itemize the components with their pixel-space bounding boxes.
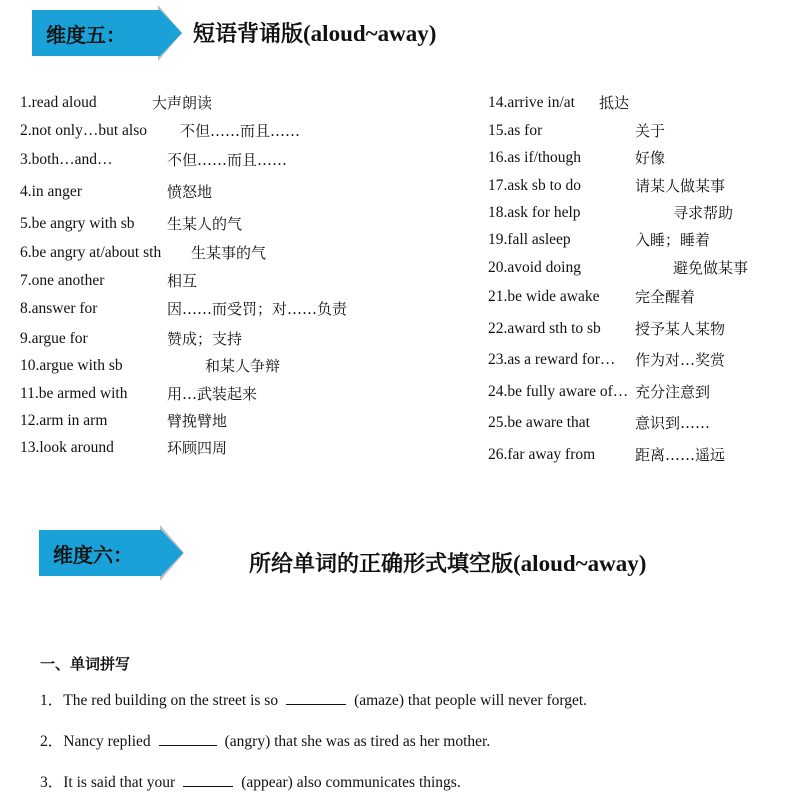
question-hint: (angry) that she was as tired as her mother. [224,733,491,750]
question-text: Nancy replied [63,733,151,750]
phrase-chinese: 寻求帮助 [673,204,734,222]
phrase-english: 16.as if/though [488,149,581,166]
phrase-chinese: 避免做某事 [673,259,749,277]
phrase-chinese: 相互 [167,272,198,290]
phrase-chinese: 关于 [635,122,666,140]
phrase-english: 21.be wide awake [488,288,600,305]
phrase-chinese: 充分注意到 [635,383,711,401]
phrase-chinese: 赞成；支持 [167,330,243,348]
phrase-chinese: 生某人的气 [167,215,243,233]
phrase-english: 5.be angry with sb [20,215,135,232]
section5-title-cn: 短语背诵版 [193,21,304,47]
question-text: It is said that your [63,774,176,791]
phrase-chinese: 愤怒地 [167,183,213,201]
phrase-chinese: 完全醒着 [635,288,696,306]
section5-banner [32,10,160,56]
phrase-chinese: 距离……遥远 [635,446,726,464]
phrase-english: 14.arrive in/at [488,94,575,111]
phrase-english: 17.ask sb to do [488,177,581,194]
phrase-english: 25.be aware that [488,414,590,431]
question-number: 2． [40,733,64,750]
question-number: 1． [40,692,64,709]
phrase-english: 1.read aloud [20,94,97,111]
section6-title [249,547,646,578]
phrase-english: 23.as a reward for… [488,351,616,368]
question-item [40,770,461,792]
phrase-english: 18.ask for help [488,204,581,221]
phrase-chinese: 入睡；睡着 [635,231,711,249]
sub-heading: 一、单词拼写 [40,655,131,673]
answer-blank[interactable] [159,731,217,746]
section6-title-cn: 所给单词的正确形式填空版 [249,551,514,577]
answer-blank[interactable] [183,772,233,787]
question-hint: (appear) also communicates things. [241,774,461,791]
phrase-english: 4.in anger [20,183,82,200]
section5-title-en: (aloud~away) [303,21,437,46]
phrase-english: 20.avoid doing [488,259,581,276]
phrase-chinese: 臂挽臂地 [167,412,228,430]
section5-label: 维度五： [46,22,126,47]
question-hint: (amaze) that people will never forget. [354,692,588,709]
section5-title [193,17,436,48]
phrase-chinese: 请某人做某事 [635,177,726,195]
answer-blank[interactable] [286,690,346,705]
phrase-chinese: 不但……而且…… [167,151,288,169]
phrase-chinese: 大声朗读 [152,94,213,112]
phrase-english: 7.one another [20,272,105,289]
phrase-chinese: 环顾四周 [167,439,228,457]
phrase-english: 26.far away from [488,446,596,463]
question-number: 3． [40,774,64,791]
phrase-english: 13.look around [20,439,114,456]
phrase-chinese: 用…武装起来 [167,385,258,403]
phrase-chinese: 和某人争辩 [205,357,281,375]
question-item [40,729,490,751]
phrase-chinese: 授予某人某物 [635,320,726,338]
section6-label: 维度六： [53,542,133,567]
phrase-chinese: 意识到…… [635,414,711,432]
phrase-english: 8.answer for [20,300,98,317]
phrase-chinese: 不但……而且…… [180,122,301,140]
phrase-english: 2.not only…but also [20,122,148,139]
question-item [40,688,587,710]
phrase-english: 3.both…and… [20,151,113,168]
question-text: The red building on the street is so [63,692,279,709]
phrase-english: 6.be angry at/about sth [20,244,162,261]
phrase-english: 11.be armed with [20,385,128,402]
phrase-chinese: 作为对…奖赏 [635,351,726,369]
phrase-english: 22.award sth to sb [488,320,601,337]
phrase-chinese: 因……而受罚；对……负责 [167,300,348,318]
phrase-english: 9.argue for [20,330,88,347]
section6-title-en: (aloud~away) [513,551,647,576]
phrase-chinese: 抵达 [599,94,630,112]
phrase-english: 15.as for [488,122,543,139]
phrase-chinese: 好像 [635,149,666,167]
phrase-english: 10.argue with sb [20,357,123,374]
phrase-chinese: 生某事的气 [191,244,267,262]
phrase-english: 19.fall asleep [488,231,571,248]
section6-banner [39,530,161,576]
phrase-english: 12.arm in arm [20,412,108,429]
phrase-english: 24.be fully aware of… [488,383,629,400]
